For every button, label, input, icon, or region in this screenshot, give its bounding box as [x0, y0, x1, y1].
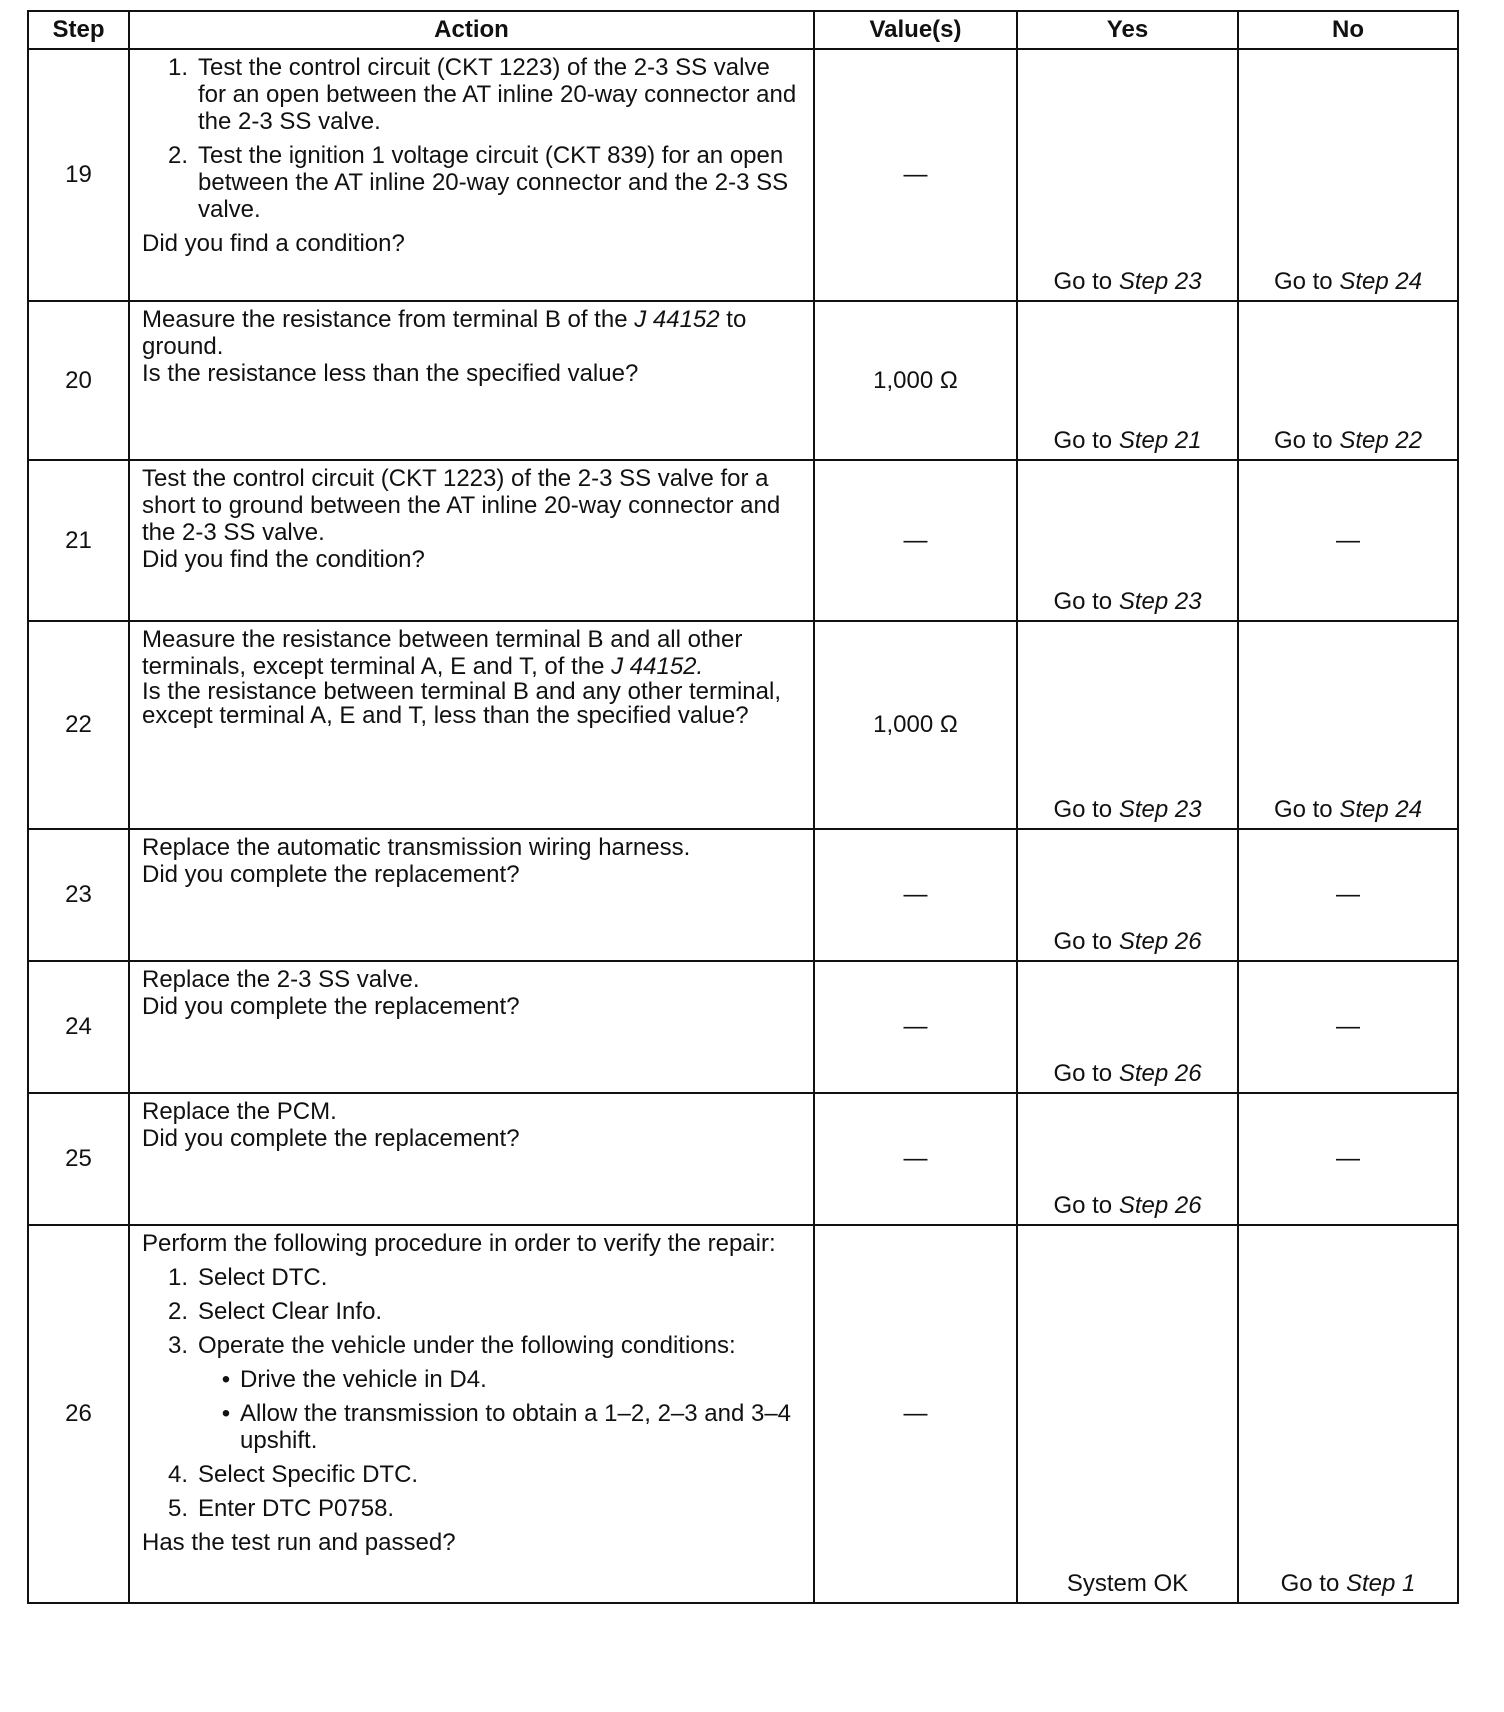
- bullet-text: Drive the vehicle in D4.: [240, 1366, 487, 1393]
- action-question: Did you complete the replacement?: [142, 861, 520, 888]
- action-cell: [129, 460, 814, 621]
- list-number: 5.: [167, 1495, 188, 1522]
- step-number: 19: [28, 49, 129, 301]
- header-step: Step: [28, 11, 129, 49]
- yes-cell: [1017, 621, 1238, 829]
- goto-step: Step 26: [1118, 1192, 1202, 1219]
- yes-cell: [1017, 1093, 1238, 1225]
- yes-cell: [1017, 460, 1238, 621]
- step-number: 21: [28, 460, 129, 621]
- tool-number: J 44152.: [611, 653, 704, 680]
- action-text: Measure the resistance between terminal B and all other terminals, except terminal A, E and T, of the J 44152.: [142, 626, 743, 680]
- action-question: Is the resistance between terminal B and any other terminal, except terminal A, E and T, less than the specified value?: [142, 678, 781, 729]
- header-no: No: [1238, 11, 1458, 49]
- goto-prefix: Go to: [1280, 1570, 1346, 1597]
- goto-step: Step 24: [1339, 796, 1423, 823]
- action-text: Test the control circuit (CKT 1223) of the 2-3 SS valve for a short to ground between the AT inline 20-way connector and the 2-3 SS valve.: [142, 465, 781, 546]
- action-list: [142, 54, 803, 230]
- goto-prefix: Go to: [1053, 1192, 1119, 1219]
- list-number: 1.: [167, 1264, 188, 1291]
- action-question: Is the resistance less than the specified value?: [142, 360, 639, 387]
- diagnostic-table: [27, 10, 1459, 1604]
- goto-step: Step 24: [1339, 268, 1423, 295]
- no-cell: —: [1238, 1093, 1458, 1225]
- table-row: [28, 1225, 1458, 1603]
- action-text: Replace the 2-3 SS valve.: [142, 966, 420, 993]
- list-text: Select DTC.: [198, 1264, 328, 1291]
- list-number: 3.: [167, 1332, 188, 1359]
- list-number: 4.: [167, 1461, 188, 1488]
- goto-prefix: Go to: [1053, 427, 1119, 454]
- bullet-item: [212, 1400, 803, 1454]
- action-text: Replace the PCM.: [142, 1098, 337, 1125]
- list-item: [142, 1264, 803, 1291]
- bullet-marker: •: [221, 1366, 231, 1393]
- goto-step: Step 21: [1118, 427, 1202, 454]
- step-number: 23: [28, 829, 129, 961]
- step-number: 25: [28, 1093, 129, 1225]
- value-cell: 1,000 Ω: [814, 621, 1017, 829]
- goto-prefix: Go to: [1273, 268, 1340, 295]
- no-cell: —: [1238, 961, 1458, 1093]
- goto-prefix: Go to: [1053, 588, 1119, 615]
- no-cell: —: [1238, 829, 1458, 961]
- action-cell: [129, 961, 814, 1093]
- value-cell: —: [814, 49, 1017, 301]
- action-cell: [129, 621, 814, 829]
- no-cell: [1238, 621, 1458, 829]
- table-row: [28, 1093, 1458, 1225]
- list-text: Test the control circuit (CKT 1223) of the 2-3 SS valve for an open between the AT inline 20-way connector and the 2-3 SS valve.: [198, 54, 797, 135]
- action-cell: [129, 49, 814, 301]
- header-values: Value(s): [814, 11, 1017, 49]
- action-text: Measure the resistance from terminal B of the J 44152 to ground.: [142, 306, 747, 360]
- list-text: Select Clear Info.: [198, 1298, 383, 1325]
- goto-prefix: Go to: [1053, 928, 1119, 955]
- goto-step: Step 22: [1339, 427, 1423, 454]
- step-number: 22: [28, 621, 129, 829]
- table-row: [28, 301, 1458, 460]
- list-text: Enter DTC P0758.: [198, 1495, 395, 1522]
- yes-cell: [1017, 49, 1238, 301]
- step-number: 20: [28, 301, 129, 460]
- step-number: 24: [28, 961, 129, 1093]
- yes-cell: [1017, 301, 1238, 460]
- value-cell: —: [814, 961, 1017, 1093]
- table-row: [28, 621, 1458, 829]
- action-cell: [129, 829, 814, 961]
- value-cell: —: [814, 1225, 1017, 1603]
- action-cell: [129, 1225, 814, 1603]
- header-yes: Yes: [1017, 11, 1238, 49]
- action-intro: Perform the following procedure in order to verify the repair:: [142, 1230, 776, 1257]
- goto-step: Step 1: [1345, 1570, 1416, 1597]
- step-number: 26: [28, 1225, 129, 1603]
- no-cell: —: [1238, 460, 1458, 621]
- action-list: [142, 1264, 803, 1359]
- goto-prefix: Go to: [1273, 796, 1340, 823]
- bullet-list: [142, 1366, 803, 1454]
- list-text: Test the ignition 1 voltage circuit (CKT 839) for an open between the AT inline 20-way connector and the 2-3 SS valve.: [198, 142, 789, 223]
- list-text: Operate the vehicle under the following conditions:: [198, 1332, 736, 1359]
- goto-step: Step 23: [1118, 588, 1202, 615]
- value-cell: 1,000 Ω: [814, 301, 1017, 460]
- yes-cell: System OK: [1017, 1225, 1238, 1603]
- goto-step: Step 26: [1118, 928, 1202, 955]
- value-cell: —: [814, 829, 1017, 961]
- list-item: [142, 1461, 803, 1488]
- tool-number: J 44152: [634, 306, 720, 333]
- bullet-marker: •: [221, 1400, 231, 1427]
- list-item: [142, 54, 803, 135]
- goto-prefix: Go to: [1053, 796, 1119, 823]
- list-item: [142, 1332, 803, 1359]
- value-cell: —: [814, 460, 1017, 621]
- action-cell: [129, 1093, 814, 1225]
- bullet-text: Allow the transmission to obtain a 1–2, 2–3 and 3–4 upshift.: [240, 1400, 792, 1454]
- yes-cell: [1017, 961, 1238, 1093]
- value-cell: —: [814, 1093, 1017, 1225]
- action-list: [142, 1461, 803, 1522]
- goto-step: Step 23: [1118, 268, 1202, 295]
- action-question: Did you complete the replacement?: [142, 993, 520, 1020]
- yes-cell: [1017, 829, 1238, 961]
- table-row: [28, 829, 1458, 961]
- list-number: 2.: [167, 142, 188, 169]
- list-number: 1.: [167, 54, 188, 81]
- header-row: [28, 11, 1458, 49]
- action-question: Did you find a condition?: [142, 230, 405, 257]
- list-item: [142, 142, 803, 223]
- list-number: 2.: [167, 1298, 188, 1325]
- goto-step: Step 26: [1118, 1060, 1202, 1087]
- list-text: Select Specific DTC.: [198, 1461, 419, 1488]
- action-question: Has the test run and passed?: [142, 1529, 456, 1556]
- no-cell: [1238, 49, 1458, 301]
- goto-step: Step 23: [1118, 796, 1202, 823]
- table-row: [28, 460, 1458, 621]
- action-question: Did you complete the replacement?: [142, 1125, 520, 1152]
- table-row: [28, 49, 1458, 301]
- goto-prefix: Go to: [1053, 268, 1119, 295]
- bullet-item: [212, 1366, 803, 1393]
- action-question: Did you find the condition?: [142, 546, 425, 573]
- no-cell: [1238, 301, 1458, 460]
- action-cell: [129, 301, 814, 460]
- no-cell: [1238, 1225, 1458, 1603]
- list-item: [142, 1298, 803, 1325]
- goto-prefix: Go to: [1273, 427, 1340, 454]
- action-text: Replace the automatic transmission wiring harness.: [142, 834, 691, 861]
- list-item: [142, 1495, 803, 1522]
- table-row: [28, 961, 1458, 1093]
- header-action: Action: [129, 11, 814, 49]
- goto-prefix: Go to: [1053, 1060, 1119, 1087]
